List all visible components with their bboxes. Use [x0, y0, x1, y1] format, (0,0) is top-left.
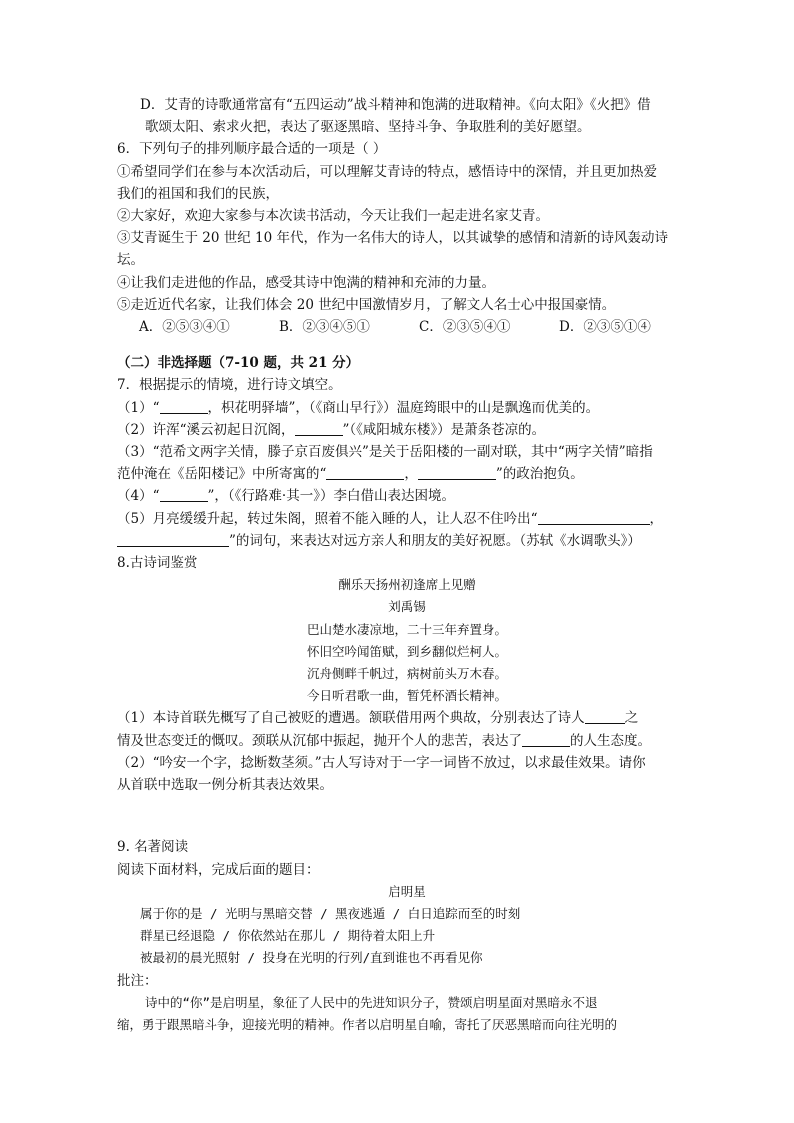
spacer: [117, 338, 677, 352]
q7-p1-blank[interactable]: [160, 399, 208, 414]
q9-poem-line: 被最初的晨光照射 / 投身在光明的行列/直到谁也不再看见你: [140, 950, 483, 966]
q8-part-2: （2）“吟安一个字，捻断数茎须。”古人写诗对于一字一词皆不放过，以求最佳效果。请你: [117, 754, 646, 771]
q7-stem: 7．根据提示的情境，进行诗文填空。: [117, 377, 342, 394]
q7-p4-blank[interactable]: [160, 487, 208, 502]
q7-part-2: [117, 419, 677, 441]
q7-part-3-cont: [117, 463, 677, 485]
q7-p5-comma: ，: [649, 510, 663, 527]
answer-space: [117, 796, 677, 836]
q6-sentence-1-cont: 我们的祖国和我们的民族，: [117, 185, 279, 202]
q7-p2-post: ”（《咸阳城东楼》）是萧条苍凉的。: [342, 421, 546, 438]
q6-sentence-4: ④让我们走进他的作品，感受其诗中饱满的精神和充沛的力量。: [117, 274, 495, 291]
q8-poem: [117, 574, 677, 707]
q6-options: [117, 316, 677, 338]
q8-poem-line: 沉舟侧畔千帆过，病树前头万木春。: [306, 666, 507, 682]
q8-poem-line: 怀旧空吟闻笛赋，到乡翻似烂柯人。: [306, 643, 507, 659]
q8-poem-line: 巴山楚水凄凉地，二十三年弃置身。: [306, 621, 507, 637]
q8-p1-cont-pre: 情及世态变迁的慨叹。颈联从沉郁中振起，抛开个人的悲苦，表达了: [117, 732, 522, 749]
q9-instruction: 阅读下面材料，完成后面的题目：: [117, 861, 320, 878]
q7-part-4: [117, 485, 677, 507]
q6-sentence-2: ②大家好，欢迎大家参与本次读书活动，今天让我们一起走进名家艾青。: [117, 208, 549, 225]
q5-option-d-line2: 歌颂太阳、索求火把，表达了驱逐黑暗、坚持斗争、争取胜利的美好愿望。: [145, 119, 591, 136]
q7-part-3: （3）“范希文两字关情，滕子京百废俱兴”是关于岳阳楼的一副对联，其中“两字关情”暗指: [117, 444, 653, 461]
q9-annotation-label: 批注：: [117, 972, 158, 989]
q8-part-2-cont: 从首联中选取一例分析其表达效果。: [117, 777, 333, 794]
q8-poem-author: 刘禹锡: [388, 599, 426, 615]
q7-p5-post: ”的词句，来表达对远方亲人和朋友的美好祝愿。（苏轼《水调歌头》）: [229, 532, 641, 549]
q8-poem-title: 酬乐天扬州初逢席上见赠: [338, 577, 476, 593]
q6-option-a[interactable]: A．②⑤③④①: [139, 319, 230, 336]
q7-p3-blank-1[interactable]: [326, 465, 404, 480]
q9-poem-title-text: 启明星: [388, 883, 426, 899]
q7-p5-blank-1[interactable]: [538, 510, 650, 525]
q7-p3-mid: ，: [404, 466, 418, 483]
q9-annotation-line1: 诗中的“你”是启明星，象征了人民中的先进知识分子，赞颂启明星面对黑暗永不退: [145, 994, 598, 1010]
q7-p2-blank[interactable]: [295, 421, 343, 436]
q7-p5-pre: （5）月亮缓缓升起，转过朱阁，照着不能入睡的人，让人忍不住吟出“: [117, 510, 538, 527]
exam-page: [117, 94, 677, 1036]
q5-option-d-line1: D．艾青的诗歌通常富有“五四运动”战斗精神和饱满的进取精神。《向太阳》《火把》借: [140, 97, 651, 113]
q9-annotation-line2: 缩，勇于跟黑暗斗争，迎接光明的精神。作者以启明星自喻，寄托了厌恶黑暗而向往光明的: [117, 1016, 618, 1032]
q8-p1-post: 之: [624, 710, 639, 727]
q7-p3-blank-2[interactable]: [418, 465, 496, 480]
q8-part-1: [117, 707, 677, 729]
q7-p1-post: ，枳花明驿墙”，（《商山早行》）温庭筠眼中的山是飘逸而优美的。: [207, 399, 600, 416]
q6-option-b[interactable]: B．②③④⑤①: [279, 319, 370, 336]
q8-p1-blank-2[interactable]: [522, 732, 570, 747]
q8-p1-blank-1[interactable]: [585, 709, 625, 724]
q6-sentence-3-cont: 坛。: [117, 252, 144, 269]
q9-poem-line: 群星已经退隐 / 你依然站在那儿 / 期待着太阳上升: [140, 928, 436, 944]
q8-p1-cont-post: 的人生态度。: [570, 732, 651, 749]
q6-sentence-5: ⑤走近近代名家，让我们体会 20 世纪中国激情岁月，了解文人名士心中报国豪情。: [117, 296, 616, 313]
q7-part-5: [117, 508, 677, 530]
q7-part-5-cont: [117, 530, 677, 552]
q7-p2-pre: （2）许浑“溪云初起日沉阁，: [117, 421, 295, 438]
section-heading: （二）非选择题（7-10 题，共 21 分）: [117, 355, 360, 372]
q8-heading: 8.古诗词鉴赏: [117, 555, 198, 572]
q9-poem-line: 属于你的是 / 光明与黑暗交替 / 黑夜逃遁 / 白日追踪而至的时刻: [140, 905, 521, 921]
q6-sentence-3: ③艾青诞生于 20 世纪 10 年代，作为一名伟大的诗人，以其诚挚的感情和清新的诗风轰动诗: [117, 230, 669, 247]
q6-stem: 6．下列句子的排列顺序最合适的一项是（ ）: [117, 141, 387, 158]
q7-p4-pre: （4）“: [117, 488, 160, 505]
q9-heading: 9. 名著阅读: [117, 839, 189, 856]
q8-poem-line: 今日听君歌一曲，暂凭杯酒长精神。: [306, 688, 507, 704]
q7-p4-post: ”，（《行路难·其一》）李白借山表达困境。: [207, 488, 455, 505]
q6-option-c[interactable]: C．②③⑤④①: [419, 319, 511, 336]
q7-part-1: [117, 397, 677, 419]
q6-option-d[interactable]: D．②③⑤①④: [559, 319, 651, 336]
q7-p1-pre: （1）“: [117, 399, 160, 416]
q6-sentence-1: ①希望同学们在参与本次活动后，可以理解艾青诗的特点，感悟诗中的深情，并且更加热爱: [117, 163, 657, 180]
q7-p3-pre: 范仲淹在《岳阳楼记》中所寄寓的“: [117, 466, 327, 483]
q7-p5-blank-2[interactable]: [117, 532, 229, 547]
q8-p1-pre: （1）本诗首联先概写了自己被贬的遭遇。颔联借用两个典故，分别表达了诗人: [117, 710, 585, 727]
q7-p3-post: ”的政治抱负。: [495, 466, 584, 483]
q9-poem-title: [117, 881, 677, 903]
q8-part-1-cont: [117, 730, 677, 752]
